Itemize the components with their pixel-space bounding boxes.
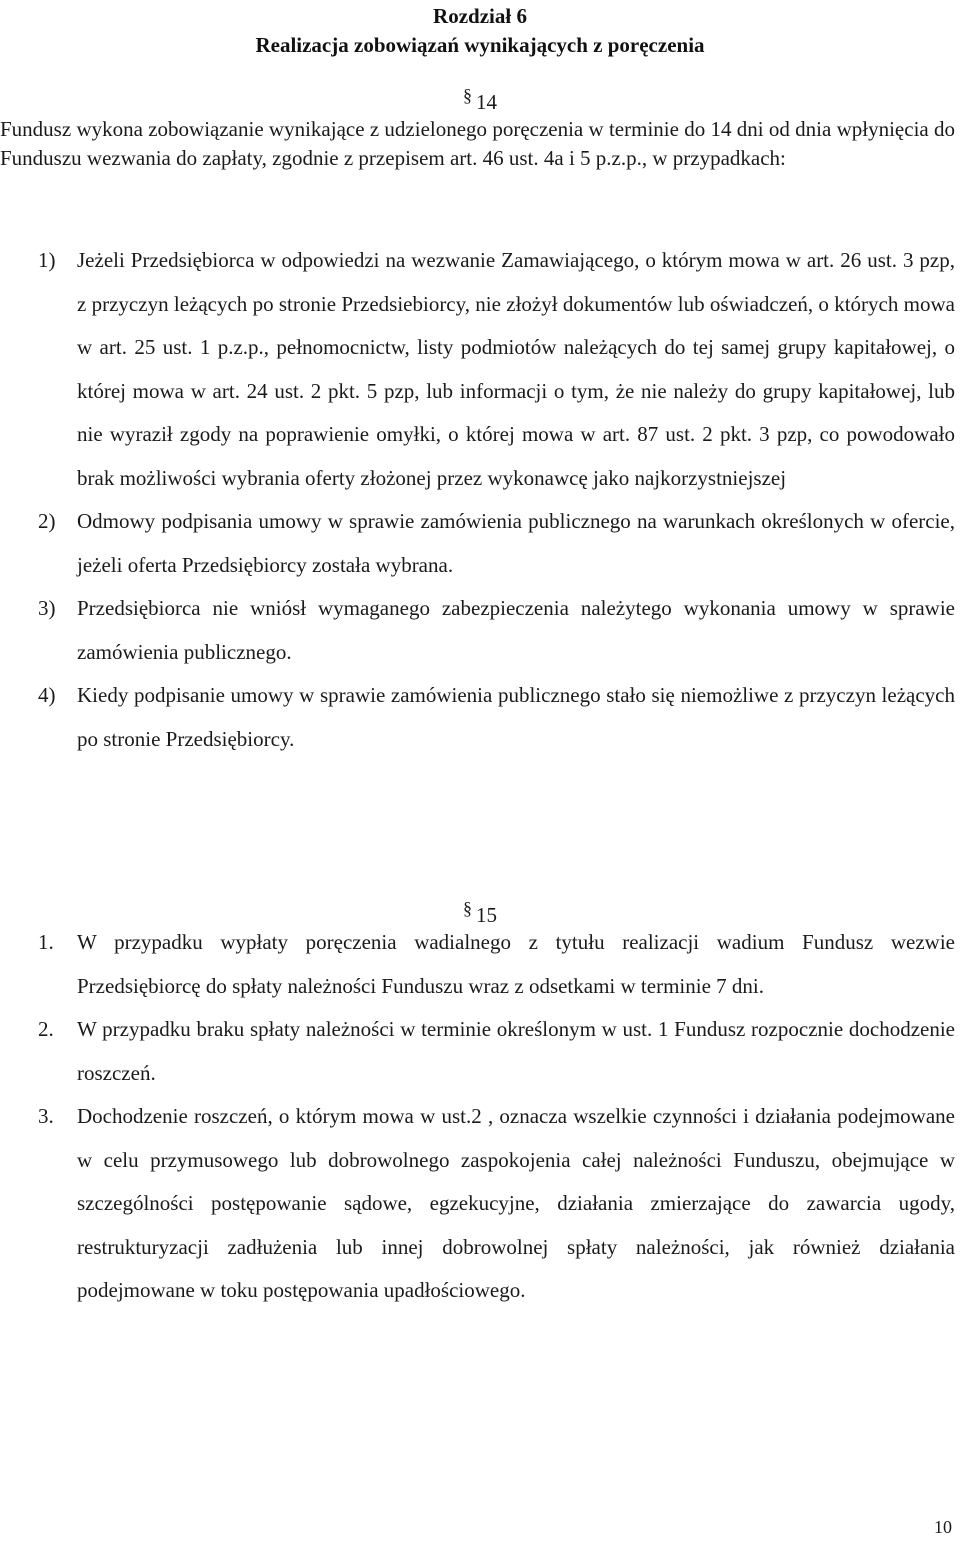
paragraph-number: 15 xyxy=(476,903,497,927)
list-item xyxy=(0,921,955,1008)
list-item-text: Przedsiębiorca nie wniósł wymaganego zabezpieczenia należytego wykonania umowy w sprawie zamówienia publicznego. xyxy=(77,596,955,664)
list-item-text: W przypadku braku spłaty należności w terminie określonym w ust. 1 Fundusz rozpocznie dochodzenie roszczeń. xyxy=(77,1017,955,1085)
list-item xyxy=(0,587,955,674)
list-item-text: Jeżeli Przedsiębiorca w odpowiedzi na wezwanie Zamawiającego, o którym mowa w art. 26 ust. 3 pzp, z przyczyn leżących po stronie Przedsiebiorcy, nie złożył dokumentów lub oświadczeń, o których mowa w art. 25 ust. 1 p.z.p., pełnomocnictw, listy podmiotów należących do tej samej grupy kapitałowej, o której mowa w art. 24 ust. 2 pkt. 5 pzp, lub informacji o tym, że nie należy do grupy kapitałowej, lub nie wyraził zgody na poprawienie omyłki, o której mowa w art. 87 ust. 2 pkt. 3 pzp, co powodowało brak możliwości wybrania oferty złożonej przez wykonawcę jako najkorzystniejszej xyxy=(77,248,955,490)
list-item xyxy=(0,1008,955,1095)
list-item-text: Kiedy podpisanie umowy w sprawie zamówienia publicznego stało się niemożliwe z przyczyn leżących po stronie Przedsiębiorcy. xyxy=(77,683,955,751)
section-14-list xyxy=(0,239,955,761)
list-item-number: 3) xyxy=(38,596,56,620)
list-item-number: 2. xyxy=(38,1017,54,1041)
section-14-intro: Fundusz wykona zobowiązanie wynikające z udzielonego poręczenia w terminie do 14 dni od dnia wpłynięcia do Funduszu wezwania do zapłaty, zgodnie z przepisem art. 46 ust. 4a i 5 p.z.p., w przypadkach: xyxy=(0,117,955,170)
list-item xyxy=(0,239,955,500)
list-item-number: 3. xyxy=(38,1104,54,1128)
list-item-number: 4) xyxy=(38,683,56,707)
list-item-number: 1) xyxy=(38,248,56,272)
list-item xyxy=(0,1095,955,1313)
list-item-number: 2) xyxy=(38,509,56,533)
list-item-text: W przypadku wypłaty poręczenia wadialnego z tytułu realizacji wadium Fundusz wezwie Przedsiębiorcę do spłaty należności Funduszu wraz z odsetkami w terminie 7 dni. xyxy=(77,930,955,998)
list-item-text: Dochodzenie roszczeń, o którym mowa w ust.2 , oznacza wszelkie czynności i działania podejmowane w celu przymusowego lub dobrowolnego zaspokojenia całej należności Funduszu, obejmujące w szczególności postępowanie sądowe, egzekucyjne, działania zmierzające do zawarcia ugody, restrukturyzacji zadłużenia lub innej dobrowolnej spłaty należności, jak również działania podejmowane w toku postępowania upadłościowego. xyxy=(77,1104,955,1302)
paragraph-number: 14 xyxy=(476,90,497,114)
list-item-number: 1. xyxy=(38,930,54,954)
list-item xyxy=(0,674,955,761)
paragraph-sign-icon: § xyxy=(463,85,472,105)
list-item xyxy=(0,500,955,587)
chapter-title: Realizacja zobowiązań wynikających z poręczenia xyxy=(255,33,705,57)
chapter-number: Rozdział 6 xyxy=(433,4,527,28)
paragraph-mark-14 xyxy=(0,85,960,117)
section-15-list xyxy=(0,921,955,1313)
page-number: 10 xyxy=(934,1517,952,1537)
paragraph-sign-icon: § xyxy=(463,898,472,918)
list-item-text: Odmowy podpisania umowy w sprawie zamówienia publicznego na warunkach określonych w ofercie, jeżeli oferta Przedsiębiorcy została wybrana. xyxy=(77,509,955,577)
